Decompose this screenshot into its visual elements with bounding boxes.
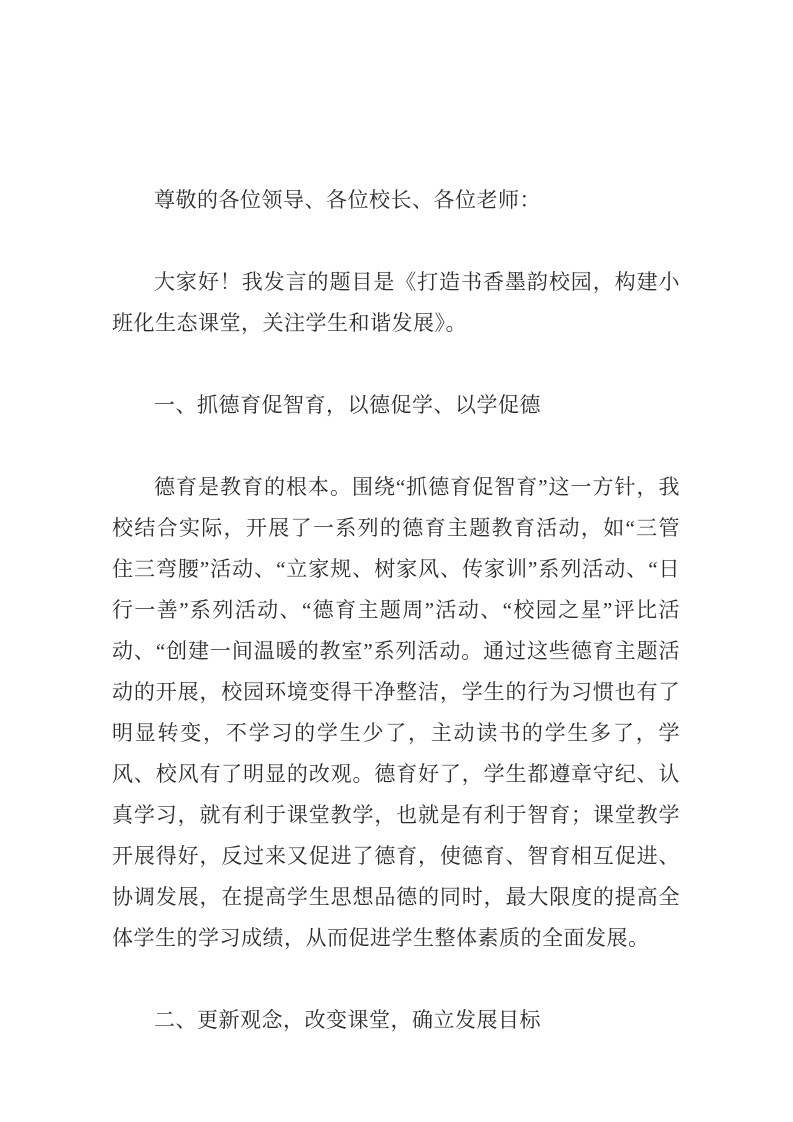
section-1-heading: 一、抓德育促智育，以德促学、以学促德 xyxy=(154,393,541,417)
section-2-heading: 二、更新观念，改变课堂，确立发展目标 xyxy=(154,1008,541,1032)
salutation-line: 尊敬的各位领导、各位校长、各位老师： xyxy=(154,188,541,212)
intro-paragraph: 大家好！我发言的题目是《打造书香墨韵校园，构建小班化生态课堂，关注学生和谐发展》。 xyxy=(112,270,680,335)
section-1-paragraph: 德育是教育的根本。围绕“抓德育促智育”这一方针，我校结合实际，开展了一系列的德育主题教育活动，如“三管住三弯腰”活动、“立家规、树家风、传家训”系列活动、“日行一善”系列活动、“德育主题周”活动、“校园之星”评比活动、“创建一间温暖的教室”系列活动。通过这些德育主题活动的开展，校园环境变得干净整洁，学生的行为习惯也有了明显转变，不学习的学生少了，主动读书的学生多了，学风、校风有了明显的改观。德育好了，学生都遵章守纪、认真学习，就有利于课堂教学，也就是有利于智育；课堂教学开展得好，反过来又促进了德育，使德育、智育相互促进、协调发展，在提高学生思想品德的同时，最大限度的提高全体学生的学习成绩，从而促进学生整体素质的全面发展。 xyxy=(112,475,680,950)
